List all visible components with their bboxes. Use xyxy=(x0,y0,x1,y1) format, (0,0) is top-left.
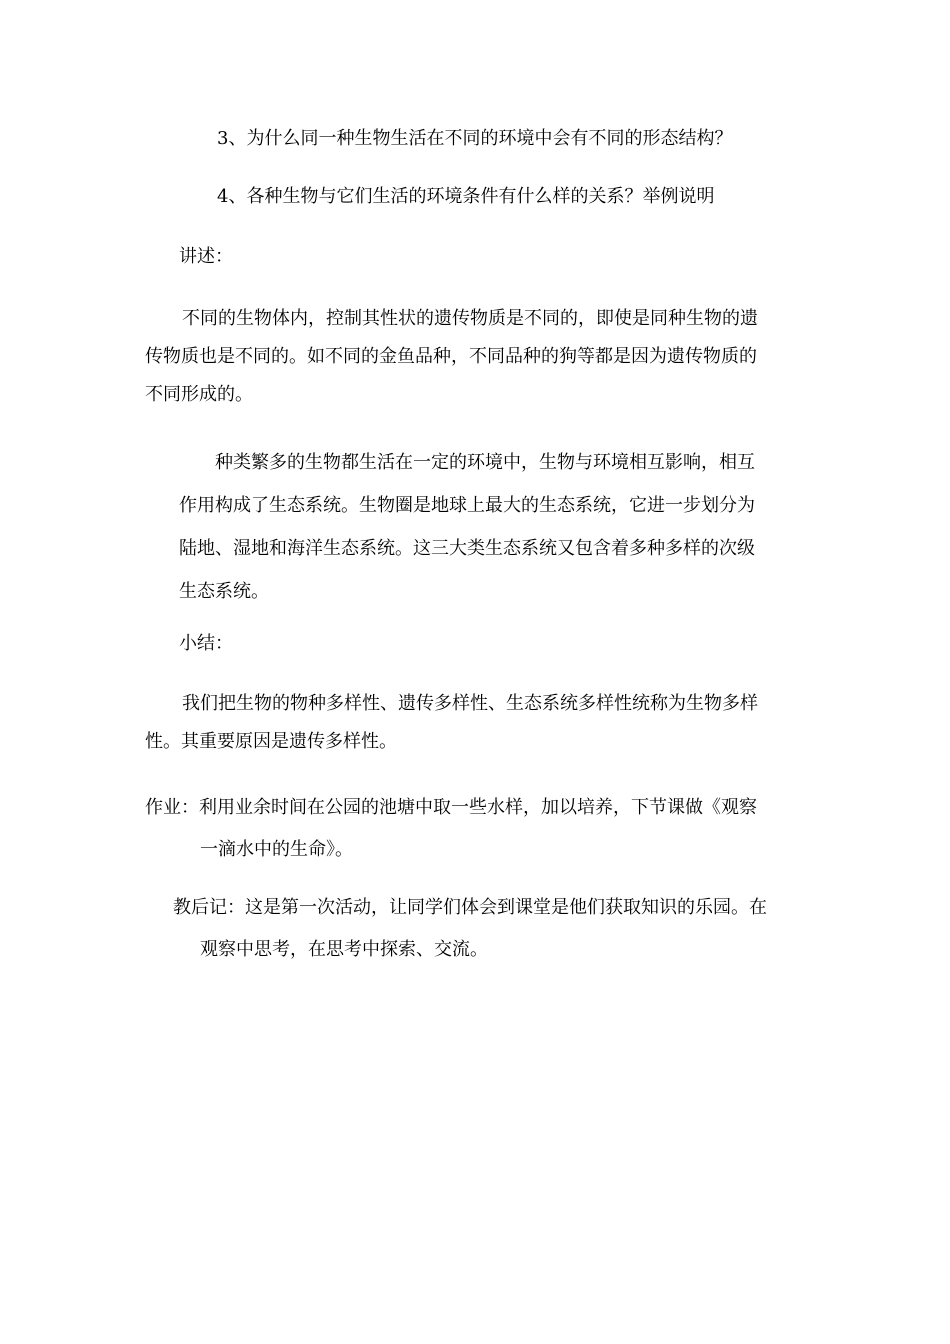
reflection-line-2: 观察中思考，在思考中探索、交流。 xyxy=(200,939,488,960)
homework-line-2: 一滴水中的生命》。 xyxy=(200,839,353,860)
narration-p2-line-2: 作用构成了生态系统。生物圈是地球上最大的生态系统，它进一步划分为 xyxy=(179,495,755,516)
summary-line-1: 我们把生物的物种多样性、遗传多样性、生态系统多样性统称为生物多样 xyxy=(182,693,758,714)
summary-paragraph xyxy=(145,685,758,761)
narration-paragraph-1 xyxy=(145,300,758,414)
summary-line-2: 性。其重要原因是遗传多样性。 xyxy=(145,731,397,752)
homework-line-1: 作业：利用业余时间在公园的池塘中取一些水样，加以培养，下节课做《观察 xyxy=(145,797,757,818)
summary-heading: 小结： xyxy=(179,633,233,654)
narration-p2-line-1: 种类繁多的生物都生活在一定的环境中，生物与环境相互影响，相互 xyxy=(215,452,755,473)
narration-paragraph-2 xyxy=(179,441,755,613)
question-3: 3、为什么同一种生物生活在不同的环境中会有不同的形态结构？ xyxy=(217,128,733,149)
homework xyxy=(145,787,757,871)
narration-p1-line-3: 不同形成的。 xyxy=(145,384,253,405)
narration-p1-line-1: 不同的生物体内，控制其性状的遗传物质是不同的，即使是同种生物的遗 xyxy=(182,308,758,329)
reflection xyxy=(173,887,767,971)
narration-p2-line-4: 生态系统。 xyxy=(179,581,269,602)
narration-heading: 讲述： xyxy=(179,246,233,267)
reflection-line-1: 教后记：这是第一次活动，让同学们体会到课堂是他们获取知识的乐园。在 xyxy=(173,897,767,918)
narration-p2-line-3: 陆地、湿地和海洋生态系统。这三大类生态系统又包含着多种多样的次级 xyxy=(179,538,755,559)
question-4: 4、各种生物与它们生活的环境条件有什么样的关系？举例说明 xyxy=(217,186,715,207)
narration-p1-line-2: 传物质也是不同的。如不同的金鱼品种，不同品种的狗等都是因为遗传物质的 xyxy=(145,346,757,367)
